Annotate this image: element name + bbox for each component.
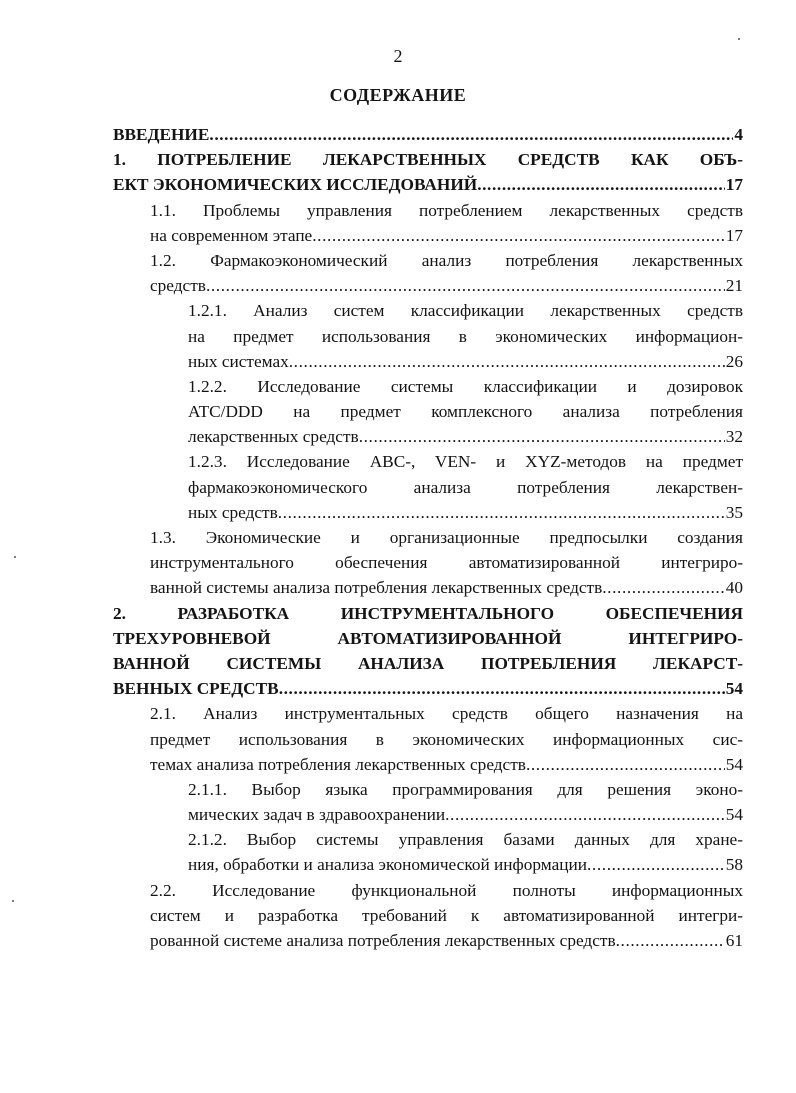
toc-entry-line: 1.2.3. Исследование ABC-, VEN- и XYZ-методов на предмет (188, 452, 743, 472)
toc-entry (0, 449, 796, 525)
toc-entry-title-end: ния, обработки и анализа экономической информации (188, 855, 588, 875)
toc-page-number: 21 (725, 276, 743, 296)
toc-entry-line: 1.2. Фармакоэкономический анализ потребления лекарственных (150, 250, 743, 270)
toc-entry-line: 2.1. Анализ инструментальных средств общего назначения на (150, 704, 743, 724)
toc-entry (0, 198, 796, 248)
toc-page-number: 54 (725, 679, 743, 699)
toc-entry-last-line (188, 500, 743, 525)
toc-entry-last-line (188, 852, 743, 877)
toc-entry-title-end: мических задач в здравоохранении (188, 805, 446, 825)
toc-entry-line: инструментального обеспечения автоматизированной интегриро- (150, 553, 743, 573)
toc-entry-title-end: ВВЕДЕНИЕ (113, 125, 210, 144)
toc-entry-title-end: темах анализа потребления лекарственных средств (150, 754, 526, 774)
toc-page-number: 17 (725, 225, 743, 245)
toc-entry (0, 827, 796, 877)
toc-entry-line: ATC/DDD на предмет комплексного анализа потребления (188, 402, 743, 422)
dot-leader (209, 122, 733, 147)
toc-entry-title-end: рованной системе анализа потребления лекарственных средств (150, 931, 616, 950)
toc-entry-last-line (150, 273, 743, 298)
toc-entry-last-line (188, 424, 743, 449)
toc-page-number: 58 (725, 855, 743, 875)
toc-entry (0, 248, 796, 298)
toc-entry-title-end: ных средств (188, 502, 278, 522)
toc-entry-line: 1.2.1. Анализ систем классификации лекарственных средств (188, 301, 743, 321)
toc-entry-title-end: ванной системы анализа потребления лекарственных средств (150, 578, 603, 598)
toc-entry-line: фармакоэкономического анализа потребления лекарствен- (188, 477, 743, 497)
toc-entry (0, 701, 796, 777)
scan-speck (12, 900, 14, 902)
toc-entry-line: 1.3. Экономические и организационные предпосылки создания (150, 528, 743, 547)
toc-entry-line: систем и разработка требований к автоматизированной интегри- (150, 905, 743, 925)
toc-entry-last-line (188, 349, 743, 374)
dot-leader (526, 752, 725, 777)
toc-page-number: 54 (725, 754, 743, 774)
toc-entry-title-end: на современном этапе (150, 225, 313, 245)
toc-entry-last-line (188, 802, 743, 827)
toc-entry-title-end: средств (150, 276, 206, 296)
toc-entry-last-line (150, 928, 743, 953)
toc-page-number: 35 (725, 502, 743, 522)
toc-entry-line: 1.2.2. Исследование системы классификации и дозировок (188, 376, 743, 396)
toc-page-number: 61 (725, 931, 743, 950)
toc-entry-last-line (113, 676, 743, 701)
toc-entry-title-end: ЕКТ ЭКОНОМИЧЕСКИХ ИССЛЕДОВАНИЙ (113, 175, 478, 195)
toc-entry-line: предмет использования в экономических информационных сис- (150, 729, 743, 749)
toc-entry-line: 2.1.2. Выбор системы управления базами данных для хране- (188, 830, 743, 850)
toc-entry-line: на предмет использования в экономических информацион- (188, 326, 743, 346)
dot-leader (206, 273, 725, 298)
toc-entry-line: ВАННОЙ СИСТЕМЫ АНАЛИЗА ПОТРЕБЛЕНИЯ ЛЕКАРСТ- (113, 653, 743, 673)
toc-entry-line: 1. ПОТРЕБЛЕНИЕ ЛЕКАРСТВЕННЫХ СРЕДСТВ КАК ОБЪ- (113, 150, 743, 170)
toc-page-number: 32 (725, 427, 743, 447)
toc-page-number: 4 (734, 125, 743, 144)
toc-entry (0, 777, 796, 827)
toc-entry-title-end: ных системах (188, 351, 289, 371)
toc-entry-line: ТРЕХУРОВНЕВОЙ АВТОМАТИЗИРОВАННОЙ ИНТЕГРИРО- (113, 628, 743, 648)
dot-leader (477, 172, 725, 197)
toc-entry (0, 601, 796, 702)
toc-entry-last-line (150, 752, 743, 777)
dot-leader (445, 802, 725, 827)
toc-title: СОДЕРЖАНИЕ (329, 85, 467, 105)
toc-page-number: 26 (725, 351, 743, 371)
toc-page-number: 17 (725, 175, 743, 195)
dot-leader (279, 676, 725, 701)
scan-speck (14, 556, 16, 558)
toc-entry-title-end: лекарственных средств (188, 427, 359, 447)
toc-entry-line: 1.1. Проблемы управления потреблением лекарственных средств (150, 200, 743, 220)
toc-entry (0, 374, 796, 450)
toc-entry (0, 525, 796, 601)
dot-leader (278, 500, 725, 525)
toc-entry (0, 298, 796, 374)
toc-entry-line: 2. РАЗРАБОТКА ИНСТРУМЕНТАЛЬНОГО ОБЕСПЕЧЕНИЯ (113, 603, 743, 623)
dot-leader (289, 349, 725, 374)
toc-entry-last-line (113, 122, 743, 147)
dot-leader (312, 223, 724, 248)
dot-leader (359, 424, 725, 449)
dot-leader (587, 852, 725, 877)
page-number: 2 (393, 46, 403, 66)
dot-leader (616, 928, 725, 953)
toc-page-number: 40 (725, 578, 743, 598)
table-of-contents (0, 122, 796, 953)
toc-entry-line: 2.2. Исследование функциональной полноты информационных (150, 880, 743, 900)
toc-entry-last-line (113, 172, 743, 197)
scan-speck (738, 38, 740, 40)
toc-entry-last-line (150, 223, 743, 248)
toc-entry-title-end: ВЕННЫХ СРЕДСТВ (113, 679, 279, 699)
toc-entry (0, 147, 796, 197)
dot-leader (602, 575, 724, 600)
toc-entry (0, 878, 796, 954)
toc-page-number: 54 (725, 805, 743, 825)
toc-entry-line: 2.1.1. Выбор языка программирования для решения эконо- (188, 779, 743, 799)
toc-entry-last-line (150, 575, 743, 600)
toc-entry (0, 122, 796, 147)
